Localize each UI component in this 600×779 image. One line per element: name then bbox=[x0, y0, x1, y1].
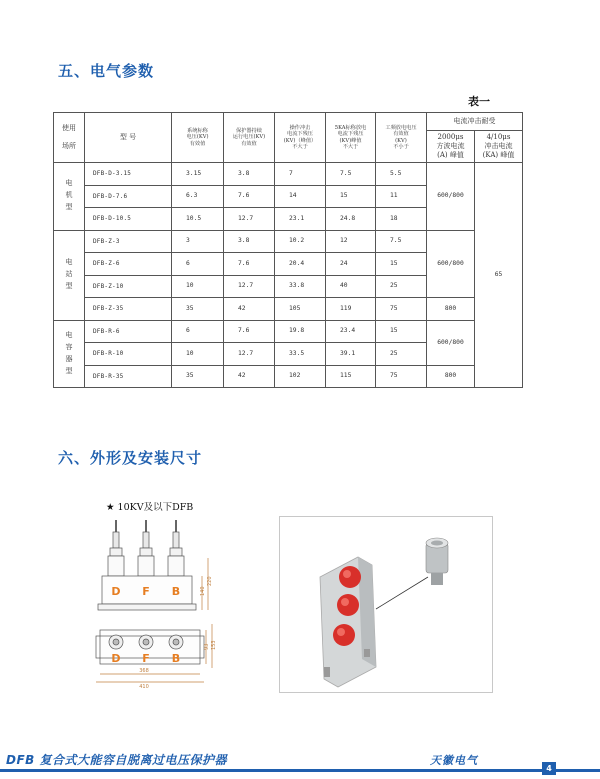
dim-depth2: 153 bbox=[211, 640, 217, 650]
cell-v2: 42 bbox=[224, 298, 275, 321]
header-square-wave bbox=[427, 131, 475, 163]
table-row bbox=[54, 230, 523, 253]
cell-v5: 18 bbox=[376, 208, 427, 231]
front-base bbox=[98, 604, 196, 610]
cell-v4: 119 bbox=[326, 298, 376, 321]
connector-plug bbox=[426, 538, 448, 585]
drawing-title: ★ 10KV及以下DFB bbox=[106, 502, 194, 513]
footer-product-name: DFB 复合式大能容自脱离过电压保护器 bbox=[6, 753, 227, 767]
letter-b: B bbox=[171, 652, 181, 665]
header-col1-l2: 电压(KV) bbox=[186, 134, 209, 141]
cell-v2: 3.8 bbox=[224, 230, 275, 253]
cell-v2: 12.7 bbox=[224, 208, 275, 231]
terminal-middle bbox=[138, 520, 154, 576]
header-col4-l2: 电流下残压 bbox=[337, 131, 364, 137]
cell-v4: 40 bbox=[326, 275, 376, 298]
letter-d: D bbox=[111, 585, 121, 598]
cell-v5: 11 bbox=[376, 185, 427, 208]
cell-v3: 23.1 bbox=[275, 208, 326, 231]
cell-model: DFB-Z-10 bbox=[85, 275, 172, 298]
cell-square-wave: 600/800 bbox=[427, 163, 475, 231]
electrical-parameters-table bbox=[53, 112, 523, 388]
cell-v5: 7.5 bbox=[376, 230, 427, 253]
cell-impulse-current: 65 bbox=[475, 163, 523, 388]
header-usage bbox=[54, 113, 85, 163]
header-col4-l1: 5KA标称放电 bbox=[334, 124, 367, 131]
group-label-station bbox=[54, 230, 85, 320]
cell-model: DFB-D-10.5 bbox=[85, 208, 172, 231]
product-photo bbox=[279, 516, 493, 693]
header-col5-l1: 工频放电电压 bbox=[385, 124, 417, 131]
header-lightning-impulse bbox=[475, 131, 523, 163]
cell-v4: 39.1 bbox=[326, 343, 376, 366]
header-col4-l3: (KV)峰值 bbox=[339, 137, 362, 144]
cell-v1: 6.3 bbox=[172, 185, 224, 208]
header-col5-l3: (KV) bbox=[395, 137, 407, 144]
cell-v3: 7 bbox=[275, 163, 326, 186]
cell-v1: 35 bbox=[172, 365, 224, 388]
cell-v2: 7.6 bbox=[224, 185, 275, 208]
table-header-row bbox=[54, 113, 523, 131]
group-label-char: 型 bbox=[65, 281, 73, 290]
header-imp1-l3: (A) 峰值 bbox=[437, 150, 464, 159]
cell-v3: 33.8 bbox=[275, 275, 326, 298]
cell-square-wave: 800 bbox=[427, 365, 475, 388]
header-imp1-l1: 2000μs bbox=[437, 133, 464, 142]
header-switching-residual bbox=[275, 113, 326, 163]
section-5-title: 五、电气参数 bbox=[58, 62, 155, 80]
cell-v5: 25 bbox=[376, 343, 427, 366]
dim-width2: 410 bbox=[139, 684, 149, 690]
cell-v1: 6 bbox=[172, 253, 224, 276]
cell-v4: 23.4 bbox=[326, 320, 376, 343]
cell-model: DFB-Z-35 bbox=[85, 298, 172, 321]
header-5ka-residual bbox=[326, 113, 376, 163]
cell-v5: 15 bbox=[376, 253, 427, 276]
cell-square-wave: 600/800 bbox=[427, 230, 475, 298]
dim-depth1: 93 bbox=[204, 643, 210, 650]
group-label-capacitor bbox=[54, 320, 85, 388]
header-col1-l1: 系统标称 bbox=[187, 127, 208, 134]
cell-v1: 3 bbox=[172, 230, 224, 253]
table-row bbox=[54, 365, 523, 388]
page-number: 4 bbox=[542, 762, 556, 775]
cell-v4: 24.8 bbox=[326, 208, 376, 231]
group-label-char: 容 bbox=[65, 342, 73, 351]
cell-v5: 75 bbox=[376, 298, 427, 321]
product-photo-illustration bbox=[280, 517, 494, 694]
cell-v3: 33.5 bbox=[275, 343, 326, 366]
cell-v3: 102 bbox=[275, 365, 326, 388]
letter-d: D bbox=[111, 652, 121, 665]
letter-f: F bbox=[142, 585, 150, 598]
header-usage-top: 使用 bbox=[62, 124, 76, 133]
header-model: 型 号 bbox=[85, 113, 172, 163]
table-row bbox=[54, 320, 523, 343]
header-power-frequency bbox=[376, 113, 427, 163]
header-col1-l3: 有效值 bbox=[189, 140, 206, 147]
cell-v1: 6 bbox=[172, 320, 224, 343]
cell-v3: 105 bbox=[275, 298, 326, 321]
dimension-drawing bbox=[94, 518, 244, 690]
letter-f: F bbox=[142, 652, 150, 665]
group-label-motor bbox=[54, 163, 85, 231]
header-col2-l2: 运行电压(KV) bbox=[232, 134, 266, 141]
header-col5-l2: 有效值 bbox=[393, 131, 409, 137]
table-row bbox=[54, 163, 523, 186]
cell-v2: 3.8 bbox=[224, 163, 275, 186]
dim-height1: 140 bbox=[200, 586, 206, 596]
cell-v5: 5.5 bbox=[376, 163, 427, 186]
terminal-left bbox=[108, 520, 124, 576]
header-col3-l4: 不大于 bbox=[292, 144, 308, 150]
group-label-char: 站 bbox=[65, 270, 73, 279]
header-imp2-l3: (KA) 峰值 bbox=[482, 150, 515, 159]
header-usage-bottom: 场所 bbox=[62, 141, 76, 150]
cell-v3: 10.2 bbox=[275, 230, 326, 253]
group-label-char: 器 bbox=[65, 354, 73, 363]
cell-square-wave: 800 bbox=[427, 298, 475, 321]
footer-rule bbox=[0, 769, 600, 772]
cell-v4: 115 bbox=[326, 365, 376, 388]
dim-height2: 220 bbox=[207, 576, 213, 586]
table-row bbox=[54, 298, 523, 321]
header-nominal-voltage bbox=[172, 113, 224, 163]
cell-v3: 20.4 bbox=[275, 253, 326, 276]
header-col2-l1: 保护器持续 bbox=[236, 127, 262, 134]
header-imp2-l2: 冲击电流 bbox=[484, 142, 513, 151]
header-col3-l3: (KV)（峰值） bbox=[283, 137, 317, 144]
cell-v1: 3.15 bbox=[172, 163, 224, 186]
header-col4-l4: 不大于 bbox=[342, 144, 359, 150]
cell-v2: 7.6 bbox=[224, 320, 275, 343]
header-col2-l3: 有效值 bbox=[241, 140, 257, 147]
cell-model: DFB-D-7.6 bbox=[85, 185, 172, 208]
header-imp1-l2: 方波电流 bbox=[436, 142, 465, 151]
cell-v1: 35 bbox=[172, 298, 224, 321]
cell-v2: 12.7 bbox=[224, 343, 275, 366]
group-label-char: 电 bbox=[65, 258, 73, 267]
header-continuous-voltage bbox=[224, 113, 275, 163]
cell-v5: 75 bbox=[376, 365, 427, 388]
group-label-char: 电 bbox=[65, 330, 73, 339]
cell-model: DFB-Z-3 bbox=[85, 230, 172, 253]
cell-v5: 15 bbox=[376, 320, 427, 343]
cell-v4: 24 bbox=[326, 253, 376, 276]
group-label-char: 电 bbox=[65, 179, 73, 188]
header-col3-l2: 电流下残压 bbox=[287, 131, 313, 137]
group-label-char: 型 bbox=[65, 203, 73, 212]
callout-line bbox=[376, 577, 428, 609]
cell-v3: 19.8 bbox=[275, 320, 326, 343]
footer-company: 天徽电气 bbox=[430, 754, 478, 767]
header-impulse-withstand: 电流冲击耐受 bbox=[427, 113, 523, 131]
letter-b: B bbox=[171, 585, 181, 598]
cell-model: DFB-R-35 bbox=[85, 365, 172, 388]
cell-model: DFB-R-10 bbox=[85, 343, 172, 366]
table-caption: 表一 bbox=[468, 95, 490, 108]
cell-v4: 12 bbox=[326, 230, 376, 253]
cell-v2: 42 bbox=[224, 365, 275, 388]
header-col3-l1: 操作冲击 bbox=[289, 124, 311, 131]
cell-model: DFB-R-6 bbox=[85, 320, 172, 343]
header-imp2-l1: 4/10μs bbox=[486, 133, 511, 142]
cell-v4: 7.5 bbox=[326, 163, 376, 186]
cell-model: DFB-Z-6 bbox=[85, 253, 172, 276]
group-label-char: 型 bbox=[65, 366, 73, 375]
cell-square-wave: 600/800 bbox=[427, 320, 475, 365]
cell-v1: 10 bbox=[172, 275, 224, 298]
terminal-right bbox=[168, 520, 184, 576]
cell-v4: 15 bbox=[326, 185, 376, 208]
cell-v5: 25 bbox=[376, 275, 427, 298]
section-6-title: 六、外形及安装尺寸 bbox=[58, 449, 203, 467]
group-label-char: 机 bbox=[65, 191, 73, 200]
cell-v1: 10 bbox=[172, 343, 224, 366]
dim-width1: 368 bbox=[139, 668, 149, 674]
cell-v2: 7.6 bbox=[224, 253, 275, 276]
cell-v1: 10.5 bbox=[172, 208, 224, 231]
cell-v2: 12.7 bbox=[224, 275, 275, 298]
header-col5-l4: 不小于 bbox=[393, 144, 409, 150]
cell-v3: 14 bbox=[275, 185, 326, 208]
cell-model: DFB-D-3.15 bbox=[85, 163, 172, 186]
